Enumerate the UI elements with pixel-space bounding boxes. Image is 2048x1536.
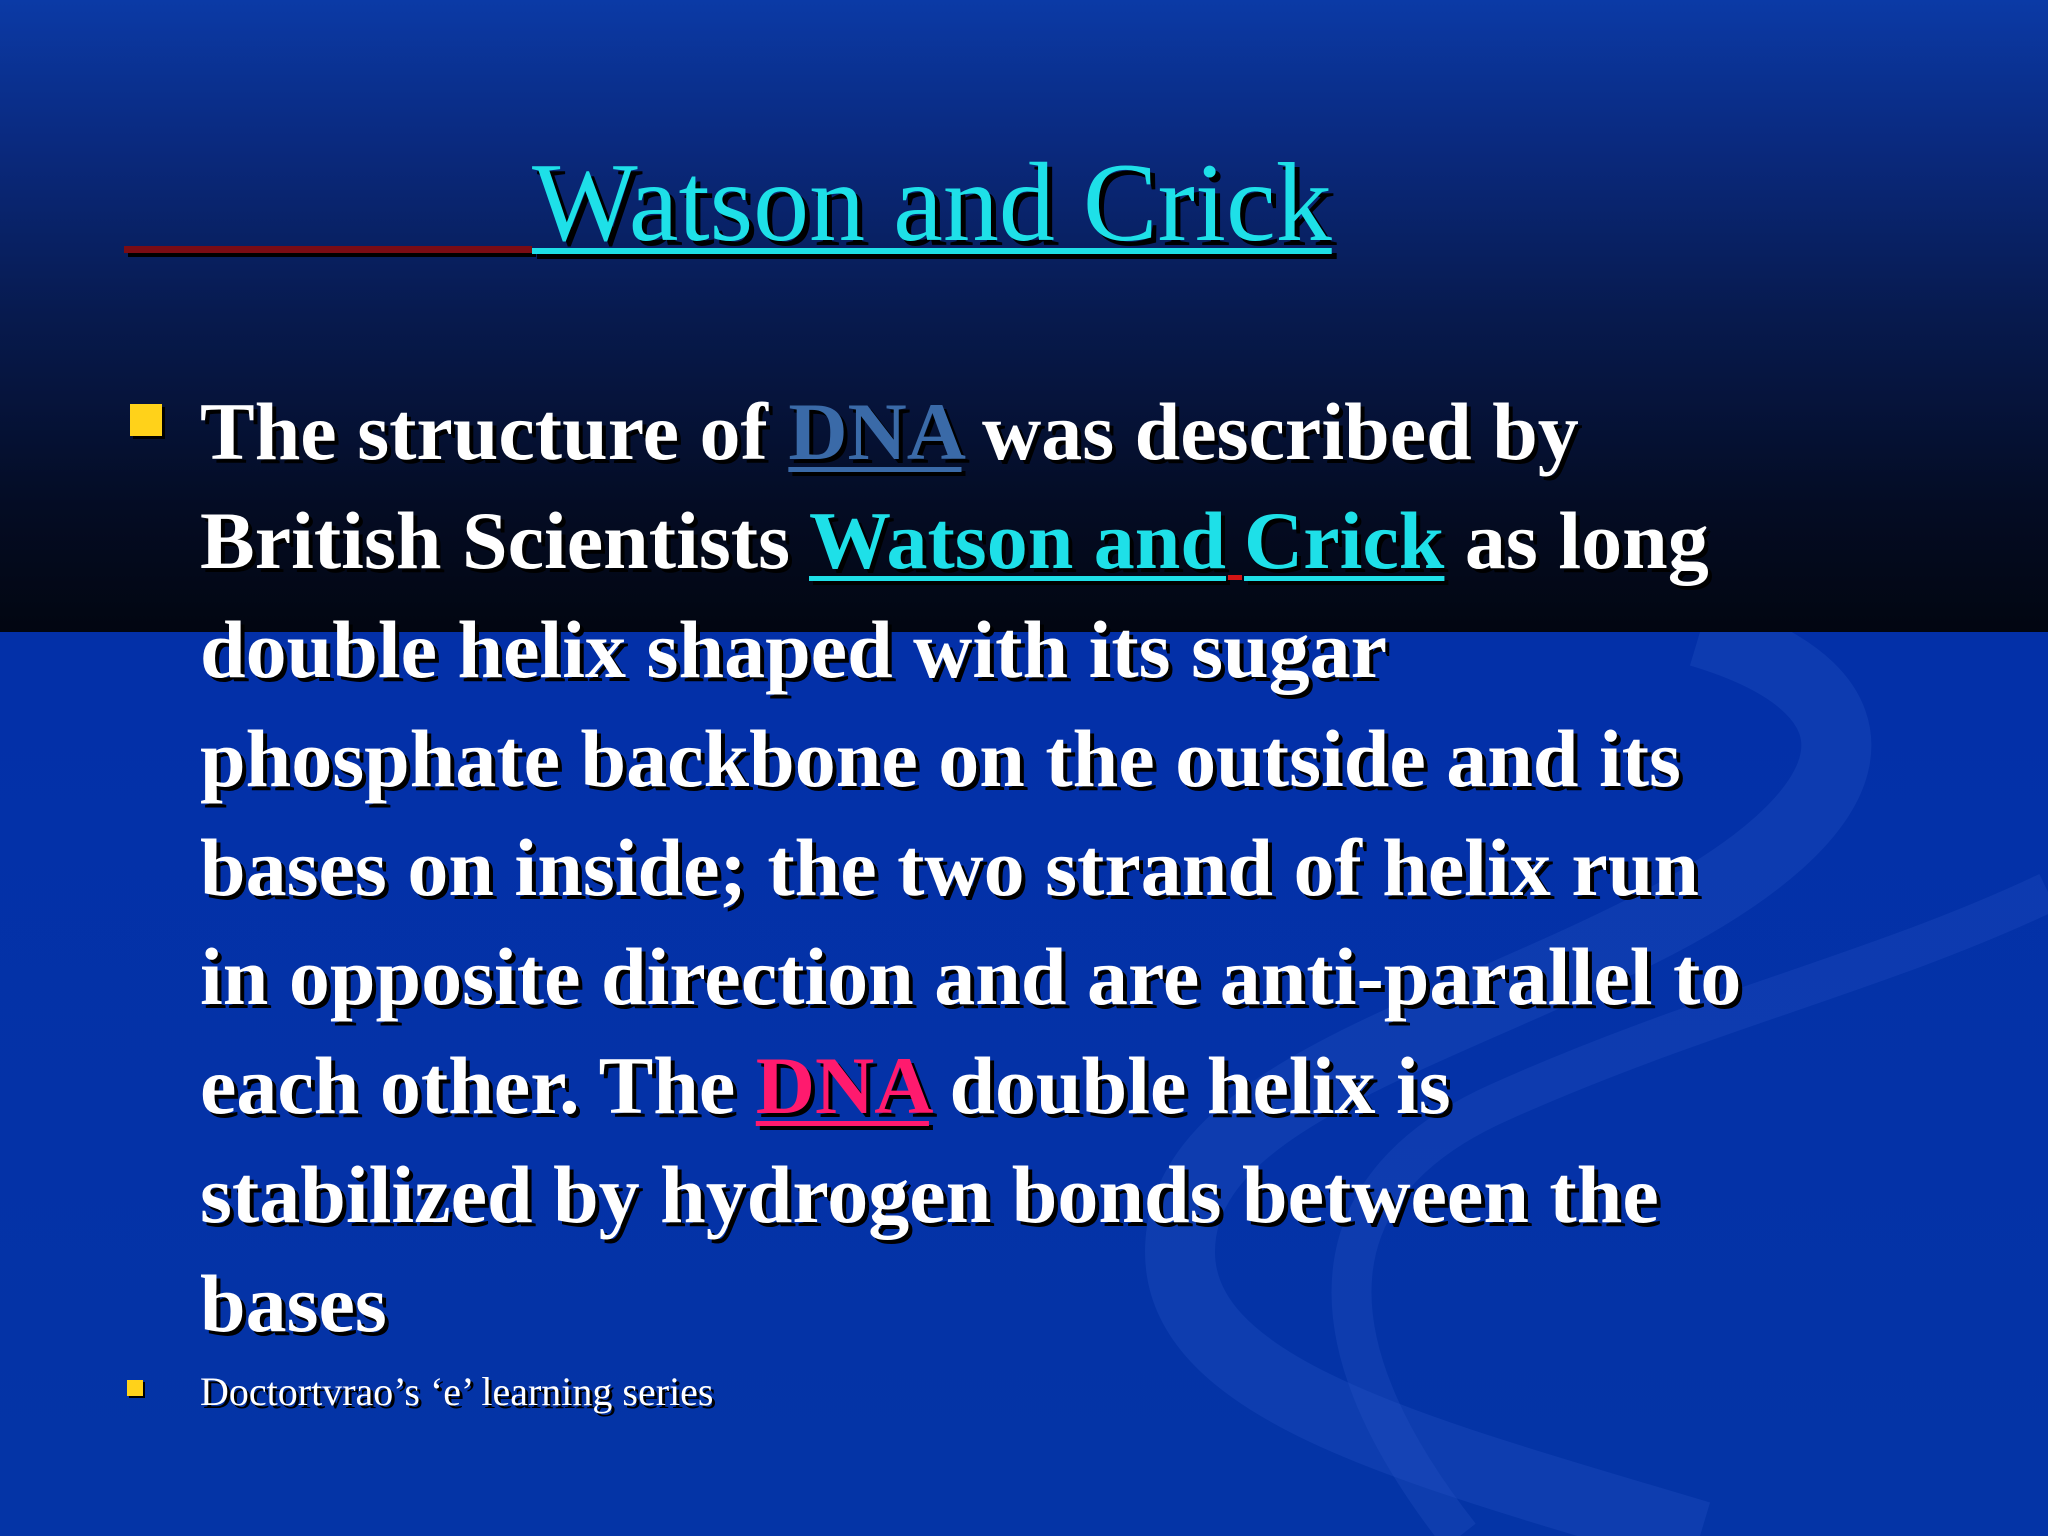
body-line-8: stabilized by hydrogen bonds between the [200, 1149, 1659, 1240]
body-line-1 [200, 377, 1920, 486]
crick-link[interactable]: Crick [1244, 495, 1445, 586]
footer-caption: Doctortvrao’s ‘e’ learning series [200, 1369, 714, 1414]
body-text-segment: The structure of [200, 386, 789, 477]
body-paragraph [200, 377, 1920, 1358]
slide-title[interactable]: Watson and Crick [532, 141, 1332, 265]
square-bullet-icon [130, 404, 162, 436]
body-text-segment: double helix is [928, 1040, 1451, 1131]
dna-link[interactable]: DNA [788, 386, 962, 477]
body-line-7 [200, 1031, 1920, 1140]
body-text-segment: each other. The [200, 1040, 756, 1131]
body-text-segment: as long [1444, 495, 1709, 586]
link-separator-mark [1228, 575, 1242, 580]
body-line-4: phosphate backbone on the outside and its [200, 713, 1681, 804]
body-line-5: bases on inside; the two strand of helix run [200, 822, 1699, 913]
body-line-2 [200, 486, 1920, 595]
body-text-segment: was described by [961, 386, 1579, 477]
square-bullet-icon [127, 1380, 143, 1396]
body-line-9: bases [200, 1258, 387, 1349]
title-accent-rule [124, 246, 532, 253]
body-line-6: in opposite direction and are anti-parallel to [200, 931, 1742, 1022]
dna-link-pink[interactable]: DNA [755, 1040, 929, 1131]
body-line-3: double helix shaped with its sugar [200, 604, 1387, 695]
body-text-segment: British Scientists [200, 495, 809, 586]
watson-and-link[interactable]: Watson and [809, 495, 1227, 586]
